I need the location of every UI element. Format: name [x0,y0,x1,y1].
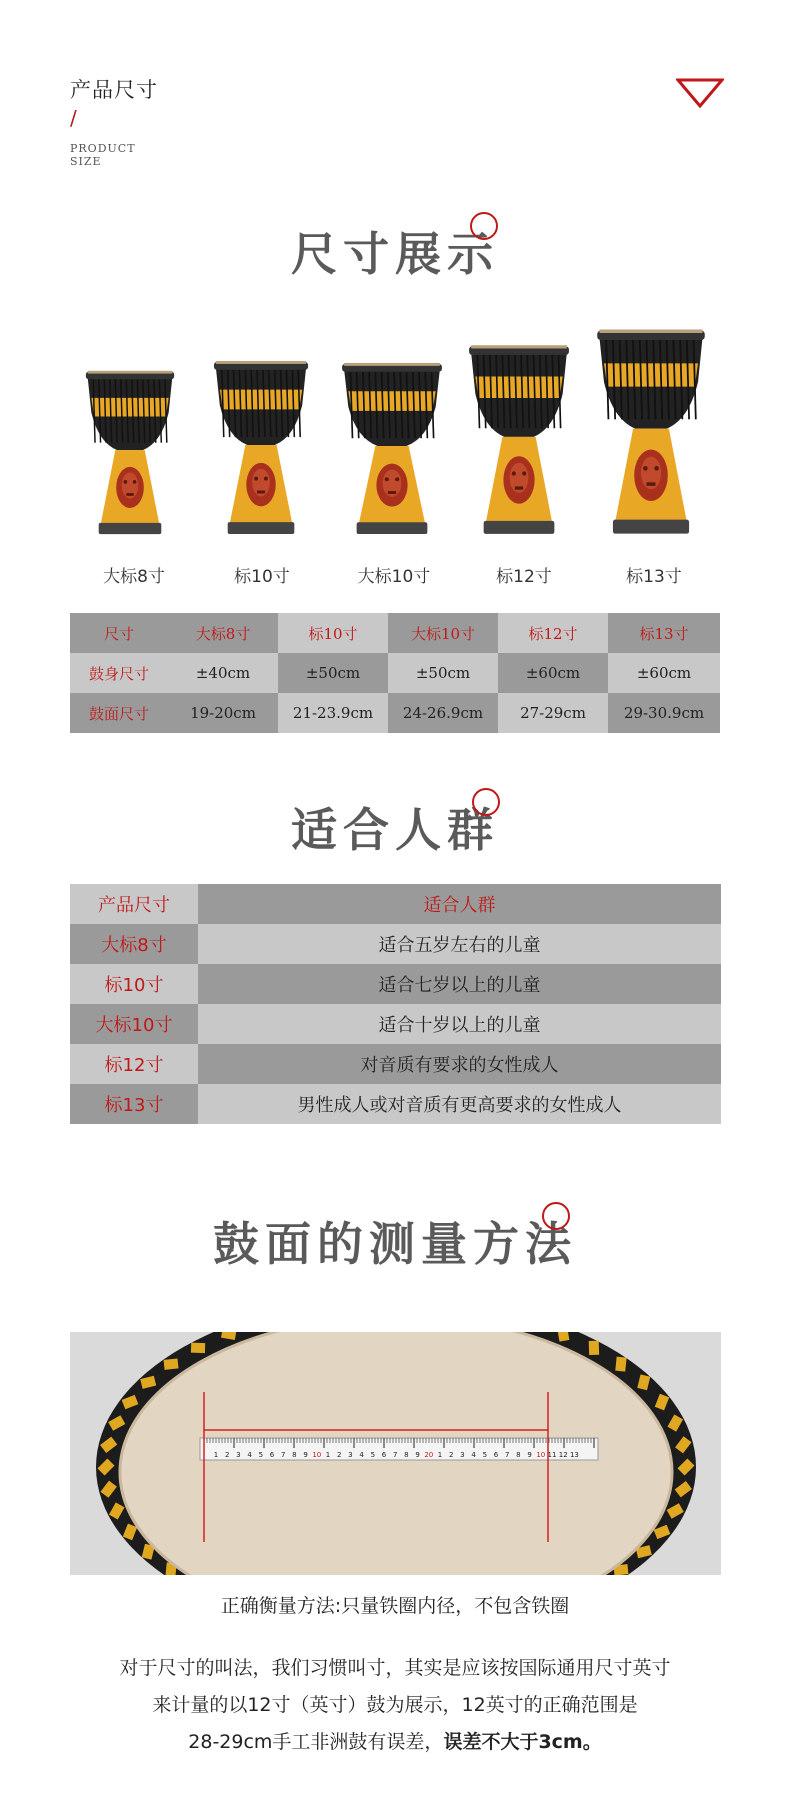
header-english-line1: PRODUCT [70,142,136,155]
crowd-table-size: 大标8寸 [70,924,198,964]
header-english-line2: SIZE [70,155,102,168]
size-table-cell: ±50cm [278,653,388,693]
explanation-line-3-normal: 28-29cm手工非洲鼓有误差， [188,1731,444,1753]
rope-knot [615,1357,626,1372]
ruler-number: 4 [359,1451,364,1459]
rope-knot [589,1341,599,1355]
drum-size-label: 标10寸 [234,567,290,587]
ruler-number: 8 [404,1451,409,1459]
ruler-number: 3 [348,1451,353,1459]
drum-size-label: 大标8寸 [103,567,165,587]
ruler-number: 11 [547,1451,557,1459]
size-table-cell: 24-26.9cm [388,693,498,733]
ruler-number: 8 [516,1451,521,1459]
size-table-header-cell: 大标8寸 [168,613,278,653]
ruler-number: 1 [437,1451,443,1459]
size-table-cell: 19-20cm [168,693,278,733]
ruler-number: 10 [312,1451,322,1459]
ruler-number: 3 [236,1451,241,1459]
size-table-cell: ±60cm [608,653,720,693]
ruler-number: 9 [527,1451,532,1459]
ruler-number: 13 [569,1451,579,1459]
ruler-number: 20 [424,1451,434,1459]
size-table-row-label: 鼓身尺寸 [70,653,168,693]
size-table-row-body [70,653,720,693]
ruler-number: 4 [247,1451,252,1459]
ruler-number: 1 [325,1451,331,1459]
ruler-number: 9 [303,1451,308,1459]
djembe-drum-image [467,342,571,536]
djembe-drum-image [340,360,444,536]
size-table-header-cell: 标10寸 [278,613,388,653]
explanation-line-3-bold: 误差不大于3cm。 [443,1731,602,1753]
ruler-number: 4 [471,1451,476,1459]
crowd-table-row [70,964,721,1004]
ruler-number: 9 [415,1451,420,1459]
ruler-number: 6 [269,1451,275,1459]
triangle-down-icon[interactable] [676,78,724,108]
crowd-table-desc: 适合十岁以上的儿童 [198,1004,721,1044]
ruler-number: 8 [292,1451,297,1459]
drum-size-label: 大标10寸 [357,567,431,587]
crowd-table-size: 标12寸 [70,1044,198,1084]
size-table-header-cell: 尺寸 [70,613,168,653]
drum-measurement-photo [70,1332,721,1575]
explanation-line-3 [0,1727,790,1754]
header-slash: / [70,106,77,130]
size-table-row-face [70,693,720,733]
header-title: 产品尺寸 [70,78,158,102]
size-table-header-cell: 大标10寸 [388,613,498,653]
red-circle-icon [542,1202,570,1230]
crowd-table-header-crowd: 适合人群 [198,884,721,924]
rope-knot [164,1358,179,1369]
ruler-number: 7 [504,1451,510,1459]
crowd-table-row [70,1084,721,1124]
explanation-line-1: 对于尺寸的叫法，我们习惯叫寸，其实是应该按国际通用尺寸英寸 [119,1657,671,1679]
djembe-drum-image [595,326,707,536]
ruler-number: 7 [392,1451,398,1459]
size-table-cell: ±60cm [498,653,608,693]
ruler-number: 2 [448,1451,454,1459]
ruler-number: 3 [460,1451,465,1459]
size-table-row-label: 鼓面尺寸 [70,693,168,733]
measure-caption: 正确衡量方法:只量铁圈内径，不包含铁圈 [220,1595,570,1617]
size-table-header-cell: 标12寸 [498,613,608,653]
size-table-cell: 21-23.9cm [278,693,388,733]
crowd-table-header-size: 产品尺寸 [70,884,198,924]
explanation-line-2: 来计量的以12寸（英寸）鼓为展示，12英寸的正确范围是 [152,1694,638,1716]
ruler-number: 2 [224,1451,230,1459]
ruler-number: 2 [336,1451,342,1459]
crowd-table [70,884,721,1124]
size-table-cell: ±40cm [168,653,278,693]
section-title-suitable-crowd: 适合人群 [291,803,499,857]
size-table-cell: 29-30.9cm [608,693,720,733]
size-table-header-cell: 标13寸 [608,613,720,653]
ruler-number: 5 [258,1451,264,1459]
drum-head-illustration [70,1332,721,1575]
crowd-table-desc: 男性成人或对音质有更高要求的女性成人 [198,1084,721,1124]
djembe-drum-image [212,358,310,536]
ruler-number: 6 [493,1451,499,1459]
ruler-number: 10 [536,1451,546,1459]
drum-size-label: 标13寸 [626,567,682,587]
crowd-table-size: 标13寸 [70,1084,198,1124]
red-circle-icon [472,788,500,816]
ruler-number: 5 [482,1451,488,1459]
drum-size-label: 标12寸 [496,567,552,587]
section-title-measure-method: 鼓面的测量方法 [213,1217,577,1271]
header-english [70,142,136,168]
crowd-table-row [70,1004,721,1044]
ruler-number: 12 [558,1451,568,1459]
crowd-table-desc: 适合五岁左右的儿童 [198,924,721,964]
section-title-size-display: 尺寸展示 [291,227,499,281]
size-table [70,613,720,733]
crowd-table-desc: 对音质有要求的女性成人 [198,1044,721,1084]
crowd-table-row [70,1044,721,1084]
red-circle-icon [470,212,498,240]
size-table-header-row [70,613,720,653]
ruler-number: 5 [370,1451,376,1459]
crowd-table-desc: 适合七岁以上的儿童 [198,964,721,1004]
ruler-number: 6 [381,1451,387,1459]
ruler-number: 1 [213,1451,219,1459]
crowd-table-size: 标10寸 [70,964,198,1004]
crowd-table-size: 大标10寸 [70,1004,198,1044]
crowd-table-row [70,924,721,964]
djembe-drum-image [84,368,176,536]
size-table-cell: ±50cm [388,653,498,693]
size-table-cell: 27-29cm [498,693,608,733]
crowd-table-header-row [70,884,721,924]
ruler-number: 7 [280,1451,286,1459]
rope-knot [191,1343,205,1353]
